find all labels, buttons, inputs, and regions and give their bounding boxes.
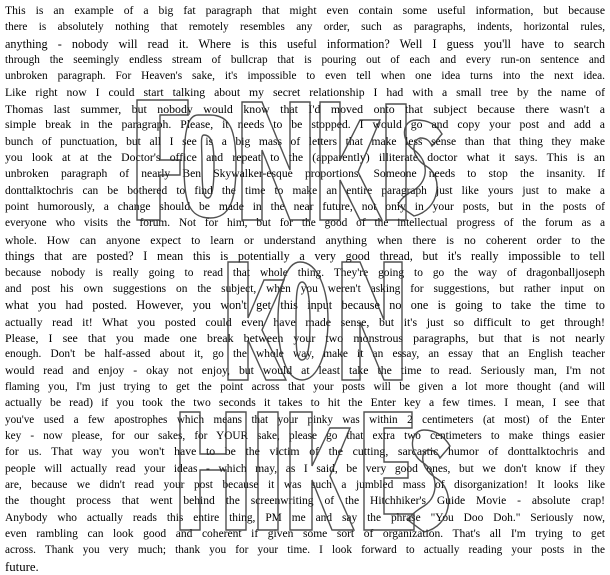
paragraph-line: you look at at the Doctor's office and repeat to the (apparently) illiterate doctor what it says. This is an <box>5 151 605 165</box>
paragraph-line: flaming you, I'm just trying to get the point across that your posts will be given a lot more thought (and will <box>5 380 605 393</box>
paragraph-line: Like right now I could start talking about my secret relationship I had with a small tree by the name of <box>5 85 605 99</box>
body-paragraph <box>5 3 605 575</box>
paragraph-line: the thought process that went behind the screenwriting of the Hitchhiker's Guide Movie - absolute crap! <box>5 495 605 508</box>
paragraph-line: whole. How can anyone expect to learn or understand anything when there is no coherent order to the <box>5 232 605 247</box>
paragraph-line: point humorously, a change should be made in the near future, not only in your posts, but in the posts of <box>5 201 605 214</box>
paragraph-line: anything - nobody will read it. Where is this useful information? Well I guess you'll have to search <box>5 36 605 51</box>
paragraph-line: actually read it! What you posted could even have made sense, but it's just so difficult to get through! <box>5 314 605 329</box>
paragraph-line: Thomas last summer, but nobody would know that I'd moved onto that subject because there wasn't a <box>5 102 605 117</box>
paragraph-line: even rambling can look good and coherent if given some sort of organization. That's all I'm trying to get <box>5 528 605 540</box>
paragraph-line: because nobody is really going to read that whole thing. They're going to go the way of dragonballjoseph <box>5 266 605 279</box>
paragraph-line: things that are posted? I mean this is potentially a very good thread, but it's really impossible to tell <box>5 249 605 264</box>
paragraph-line: simple break in the paragraph. Please, it needs to be stopped. I would go and copy your post and add a <box>5 118 605 132</box>
paragraph-line: across. Thank you very much; thank you for your time. I look forward to actually reading your posts in the <box>5 544 605 557</box>
paragraph-line: unbroken paragraph of nearly Ben Skywalker-esque proportions. Someone needs to stop the insanity. If <box>5 167 605 181</box>
paragraph-line: Anybody who actually reads this entire thing, PM me and say the phrase "You Doo Doh." Seriously now, <box>5 511 605 524</box>
paragraph-line: there is absolutely nothing that remotely resembles any order, such as paragraphs, indents, horizontal rules, <box>5 21 605 34</box>
paragraph-line: Please, I see that you made one break between your two monstrous paragraphs, but that is not nearly <box>5 330 605 345</box>
paragraph-line: everyone who visits the forum. Not for him, but for the good of the intellectual progress of the forum as a <box>5 217 605 230</box>
paragraph-line: unbroken paragraph. For Heaven's sake, it's impossible to even tell when one idea turns into the next idea. <box>5 70 605 83</box>
paragraph-line: actually be read) if you took the two seconds it takes to hit the Enter key a few times. I mean, I see that <box>5 396 605 410</box>
paragraph-line: This is an example of a big fat paragraph that might even contain some useful information, but because <box>5 4 605 17</box>
paragraph-line: through the seemingly endless stream of bullcrap that is pouring out of each and every run-on sentence and <box>5 54 605 67</box>
paragraph-line: donttalktochris can be bothered to find the time to make an entire paragraph just like yours just to make a <box>5 184 605 197</box>
paragraph-line: would read and enjoy - okay not enjoy, but would at least take the time to read. Seriously man, I'm not <box>5 363 605 377</box>
paragraph-line: you've used a few apostrophes which means that your pinky was within 2 centimeters (at most) of the Enter <box>5 413 605 426</box>
paragraph-line: key - now please, for our sakes, for YOUR sake, please go that extra two centimeters to make things easier <box>5 429 605 442</box>
paragraph-line: for us. That way you won't have to be the victim of the cutting, sarcastic humor of donttalktochris and <box>5 445 605 459</box>
paragraph-line: people will actually read your ideas - which may, as I said, be very good ones, but we don't know if they <box>5 462 605 475</box>
paragraph-line: enough. Don't be half-assed about it, go the whole way, make it an essay, an essay that an English teacher <box>5 348 605 361</box>
paragraph-line: and post his own suggestions on the subject, when you weren't asking for suggestions, but rather input on <box>5 282 605 295</box>
paragraph-line: are, because we didn't read your post because it was such a jumbled mass of disorganization! It looks like <box>5 478 605 491</box>
paragraph-line: what you had posted. However, you won't get this input because no one is going to take the time to <box>5 298 605 313</box>
paragraph-line: bunch of punctuation, but all I see is a big mass of letters that make less sense than that thing they make <box>5 135 605 148</box>
paragraph-line: future. <box>5 559 39 574</box>
